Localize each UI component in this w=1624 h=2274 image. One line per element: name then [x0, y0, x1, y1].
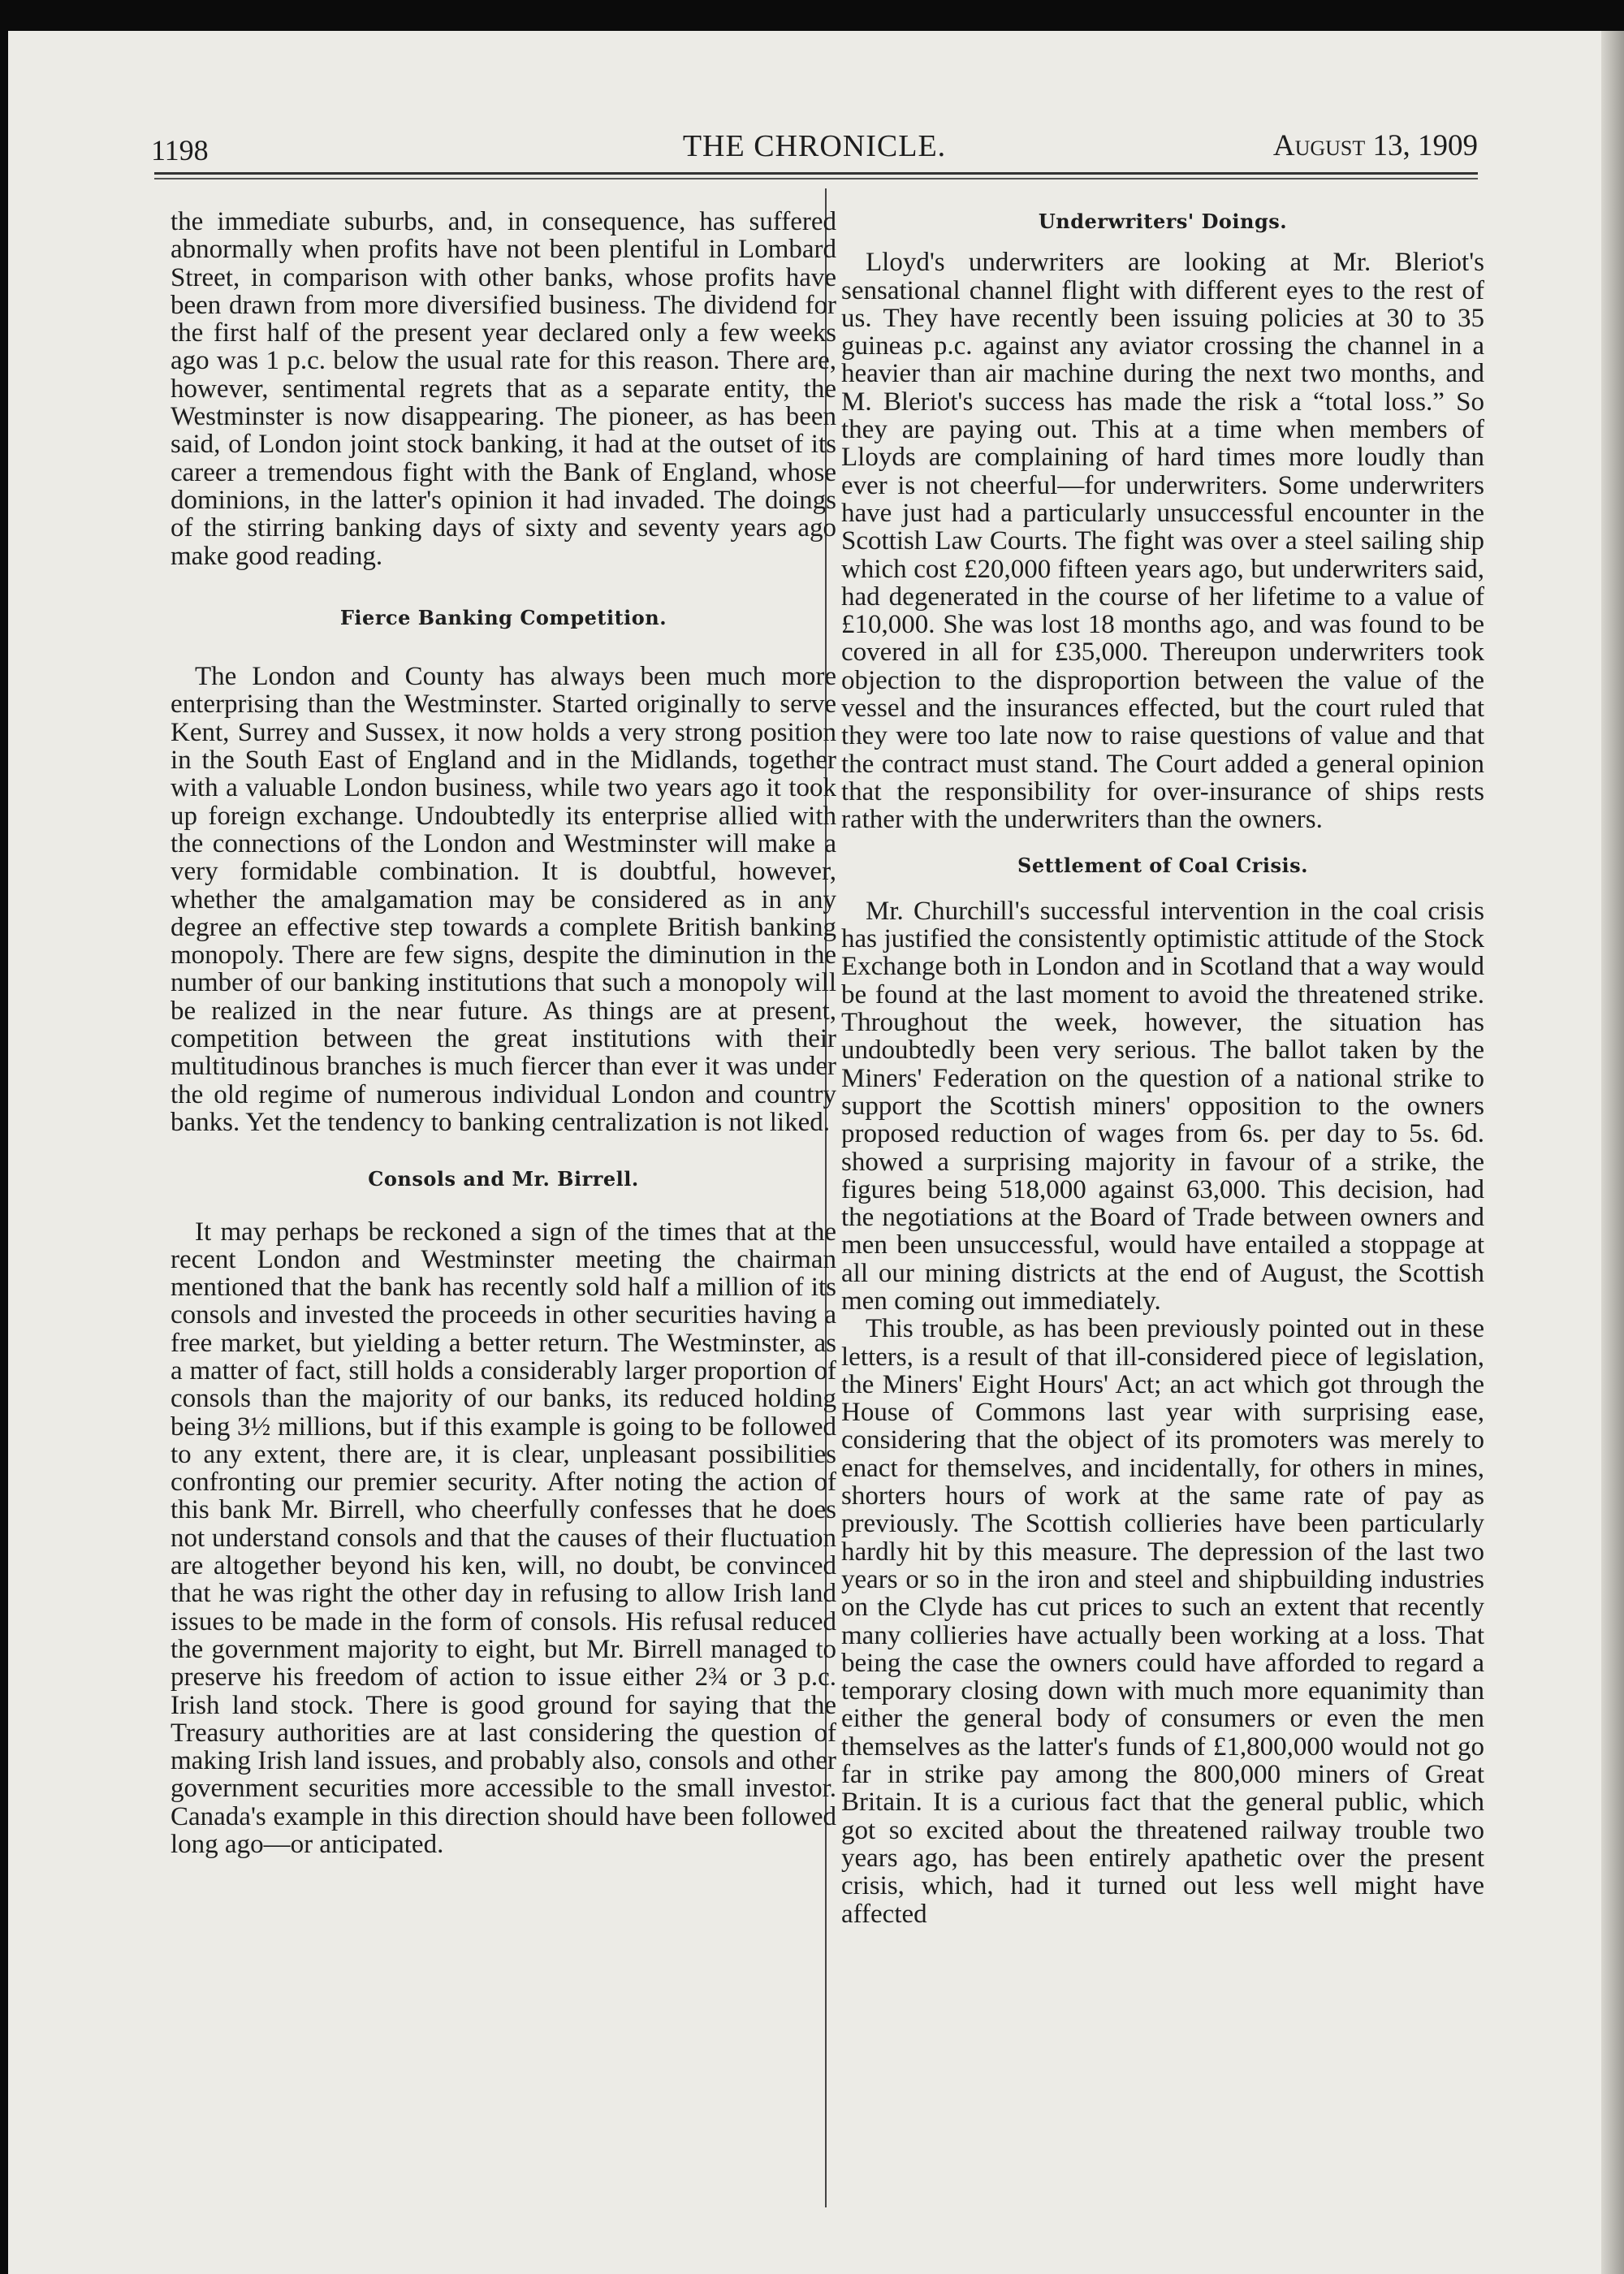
section-heading-fierce-banking: Fierce Banking Competition.: [339, 605, 667, 629]
paragraph-underwriters: Lloyd's underwriters are looking at Mr. Bleriot's sensational channel flight with different eyes to the rest of us. They have recently been issuing policies at 30 to 35 guineas p.c. against any aviator crossing the channel in a heavier than air machine during the next two months, and M. Bleriot's success has made the risk a “total loss.” So they are paying out. This at a time when members of Lloyds are complaining of hard times more loudly than ever is not cheerful—for underwriters. Some underwriters have just had a particularly unsuccessful encounter in the Scottish Law Courts. The fight was over a steel sailing ship which cost £20,000 fifteen years ago, but underwriters said, had degenerated in the course of her lifetime to a value of £10,000. She was lost 18 months ago, and was found to be covered in all for £35,000. Thereupon underwriters took objection to the disproportion between the value of the vessel and the insurances effected, but the court ruled that they were too late now to raise questions of value and that the contract must stand. The Court added a general opinion that the responsibility for over-insurance of ships rests rather with the underwriters than the owners.: [841, 248, 1484, 835]
header-rule-thin: [154, 178, 1478, 179]
left-column: [171, 208, 836, 1858]
section-heading-coal-crisis: Settlement of Coal Crisis.: [1017, 853, 1308, 877]
right-column: [841, 208, 1484, 1928]
paragraph-consols: It may perhaps be reckoned a sign of the times that at the recent London and Westminster meeting the chairman mentioned that the bank has recently sold half a million of its consols and invested the proceeds in other securities having a free market, but yielding a better return. The Westminster, as a matter of fact, still holds a considerably larger proportion of consols than the majority of our banks, its reduced holding being 3½ millions, but if this example is going to be followed to any extent, there are, it is clear, unpleasant possibilities confronting our premier security. After noting the action of this bank Mr. Birrell, who cheerfully confesses that he does not understand consols and that the causes of their fluctuation are altogether beyond his ken, will, no doubt, be convinced that he was right the other day in refusing to allow Irish land issues to be made in the form of consols. His refusal reduced the government majority to eight, but Mr. Birrell managed to preserve his freedom of action to issue either 2¾ or 3 p.c. Irish land stock. There is good ground for saying that the Treasury authorities are at last considering the question of making Irish land issues, and probably also, consols and other government securities more accessible to the small investor. Canada's example in this direction should have been followed long ago—or anticipated.: [171, 1217, 836, 1860]
issue-date: August 13, 1909: [1272, 129, 1478, 162]
section-heading-consols: Consols and Mr. Birrell.: [368, 1167, 639, 1191]
journal-title: THE CHRONICLE.: [682, 129, 947, 163]
paragraph-continued: the immediate suburbs, and, in consequence, has suffered abnormally when profits have not been plentiful in Lombard Street, in comparison with other banks, whose profits have been drawn from more diversified business. The dividend for the first half of the present year declared only a few weeks ago was 1 p.c. below the usual rate for this reason. There are, however, sentimental regrets that as a separate entity, the Westminster is now disappearing. The pioneer, as has been said, of London joint stock banking, it had at the outset of its career a tremendous fight with the Bank of England, whose dominions, in the latter's opinion it had invaded. The doings of the stirring banking days of sixty and seventy years ago make good reading.: [171, 207, 836, 571]
paragraph-miners-act: This trouble, as has been previously pointed out in these letters, is a result of that ill-considered piece of legislation, the Miners' Eight Hours' Act; an act which got through the House of Commons last year with surprising ease, considering that the object of its promoters was merely to enact for themselves, and incidentally, for others in mines, shorters hours of work at the same rate of pay as previously. The Scottish collieries have been particularly hardly hit by this measure. The depression of the last two years or so in the iron and steel and shipbuilding industries on the Clyde has cut prices to such an extent that recently many collieries have actually been working at a loss. That being the case the owners could have afforded to regard a temporary closing down with much more equanimity than either the general body of consumers or even the men themselves as the latter's funds of £1,800,000 would not go far in strike pay among the 800,000 miners of Great Britain. It is a curious fact that the general public, which got so excited about the threatened railway trouble two years ago, has been entirely apathetic over the present crisis, which, had it turned out less well might have affected: [841, 1314, 1484, 1929]
paragraph-coal-crisis: Mr. Churchill's successful intervention in the coal crisis has justified the consistently optimistic attitude of the Stock Exchange both in London and in Scotland that a way would be found at the last moment to avoid the threatened strike. Throughout the week, however, the situation has undoubtedly been very serious. The ballot taken by the Miners' Federation on the question of a national strike to support the Scottish miners' opposition to the owners proposed reduction of wages from 6s. per day to 5s. 6d. showed a surprising majority in favour of a strike, the figures being 518,000 against 63,000. This decision, had the negotiations at the Board of Trade between owners and men been unsuccessful, would have entailed a stoppage at all our mining districts at the end of August, the Scottish men coming out immediately.: [841, 896, 1484, 1316]
section-heading-underwriters: Underwriters' Doings.: [1038, 210, 1288, 233]
page-edge: [1601, 31, 1624, 2274]
header-rule: [154, 172, 1478, 175]
page-number: 1198: [151, 134, 209, 166]
page-header: [151, 122, 1478, 171]
paragraph-fierce-banking: The London and County has always been much more enterprising than the Westminster. Started originally to serve Kent, Surrey and Sussex, it now holds a very strong position in the South East of England and in the Midlands, together with a valuable London business, while two years ago it took up foreign exchange. Undoubtedly its enterprise allied with the connections of the London and Westminster will make a very formidable combination. It is doubtful, however, whether the amalgamation may be considered as in any degree an effective step towards a complete British banking monopoly. There are few signs, despite the diminution in the number of our banking institutions that such a monopoly will be realized in the near future. As things are at present, competition between the great institutions with their multitudinous branches is much fiercer than ever it was under the old regime of numerous individual London and country banks. Yet the tendency to banking centralization is not liked.: [171, 662, 836, 1137]
